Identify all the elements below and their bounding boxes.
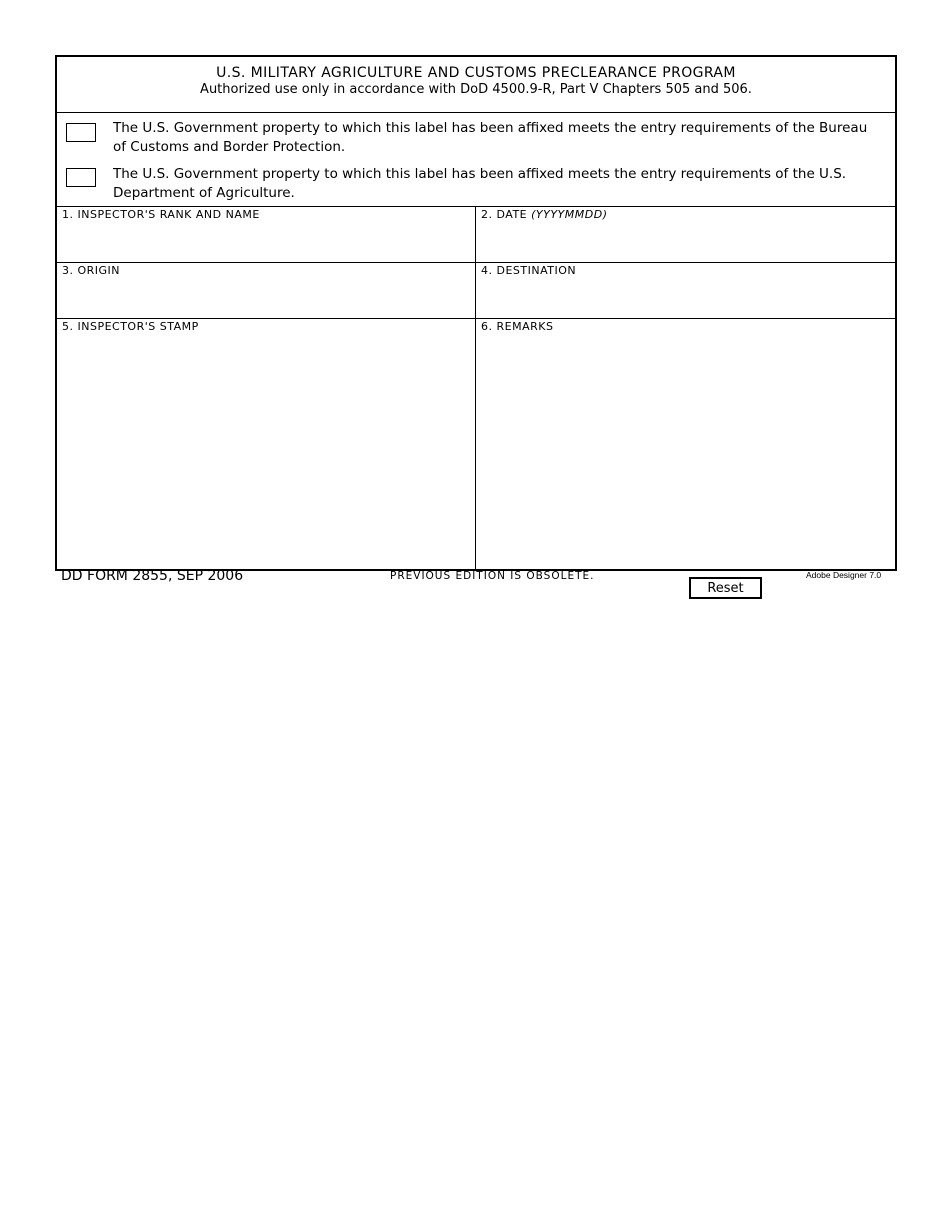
form-frame <box>55 55 897 571</box>
software-note: Adobe Designer 7.0 <box>806 570 882 580</box>
agriculture-checkbox[interactable] <box>66 168 96 187</box>
agriculture-certification-text: The U.S. Government property to which this label has been affixed meets the entry requirements of the U.S. Department of Agriculture. <box>113 166 847 201</box>
stamp-cell <box>57 319 476 569</box>
date-label-text: 2. DATE <box>481 208 528 221</box>
certification-section <box>57 113 895 207</box>
origin-input[interactable] <box>57 278 475 316</box>
customs-certification-text: The U.S. Government property to which this label has been affixed meets the entry requirements of the Bureau of Customs and Border Protection. <box>113 120 868 155</box>
edition-note: PREVIOUS EDITION IS OBSOLETE. <box>390 570 595 582</box>
stamp-label: 5. INSPECTOR'S STAMP <box>62 320 199 333</box>
inspector-input[interactable] <box>57 222 475 260</box>
form-identifier: DD FORM 2855, SEP 2006 <box>61 568 244 584</box>
inspection-fields <box>57 207 895 569</box>
customs-checkbox[interactable] <box>66 123 96 142</box>
date-input[interactable] <box>476 222 894 260</box>
destination-cell <box>476 263 895 319</box>
remarks-cell <box>476 319 895 569</box>
form-subtitle: Authorized use only in accordance with DoD 4500.9-R, Part V Chapters 505 and 506. <box>200 82 752 97</box>
inspector-cell <box>57 207 476 263</box>
form-title: U.S. MILITARY AGRICULTURE AND CUSTOMS PRECLEARANCE PROGRAM <box>216 65 736 81</box>
inspector-label: 1. INSPECTOR'S RANK AND NAME <box>62 208 260 221</box>
date-format-hint: (YYYYMMDD) <box>531 208 608 221</box>
destination-label: 4. DESTINATION <box>481 264 577 277</box>
form-header <box>57 57 895 113</box>
date-cell <box>476 207 895 263</box>
destination-input[interactable] <box>476 278 894 316</box>
remarks-input[interactable] <box>476 334 894 562</box>
remarks-label: 6. REMARKS <box>481 320 554 333</box>
reset-button[interactable]: Reset <box>689 577 762 599</box>
date-label <box>476 207 895 222</box>
origin-label: 3. ORIGIN <box>62 264 121 277</box>
origin-cell <box>57 263 476 319</box>
